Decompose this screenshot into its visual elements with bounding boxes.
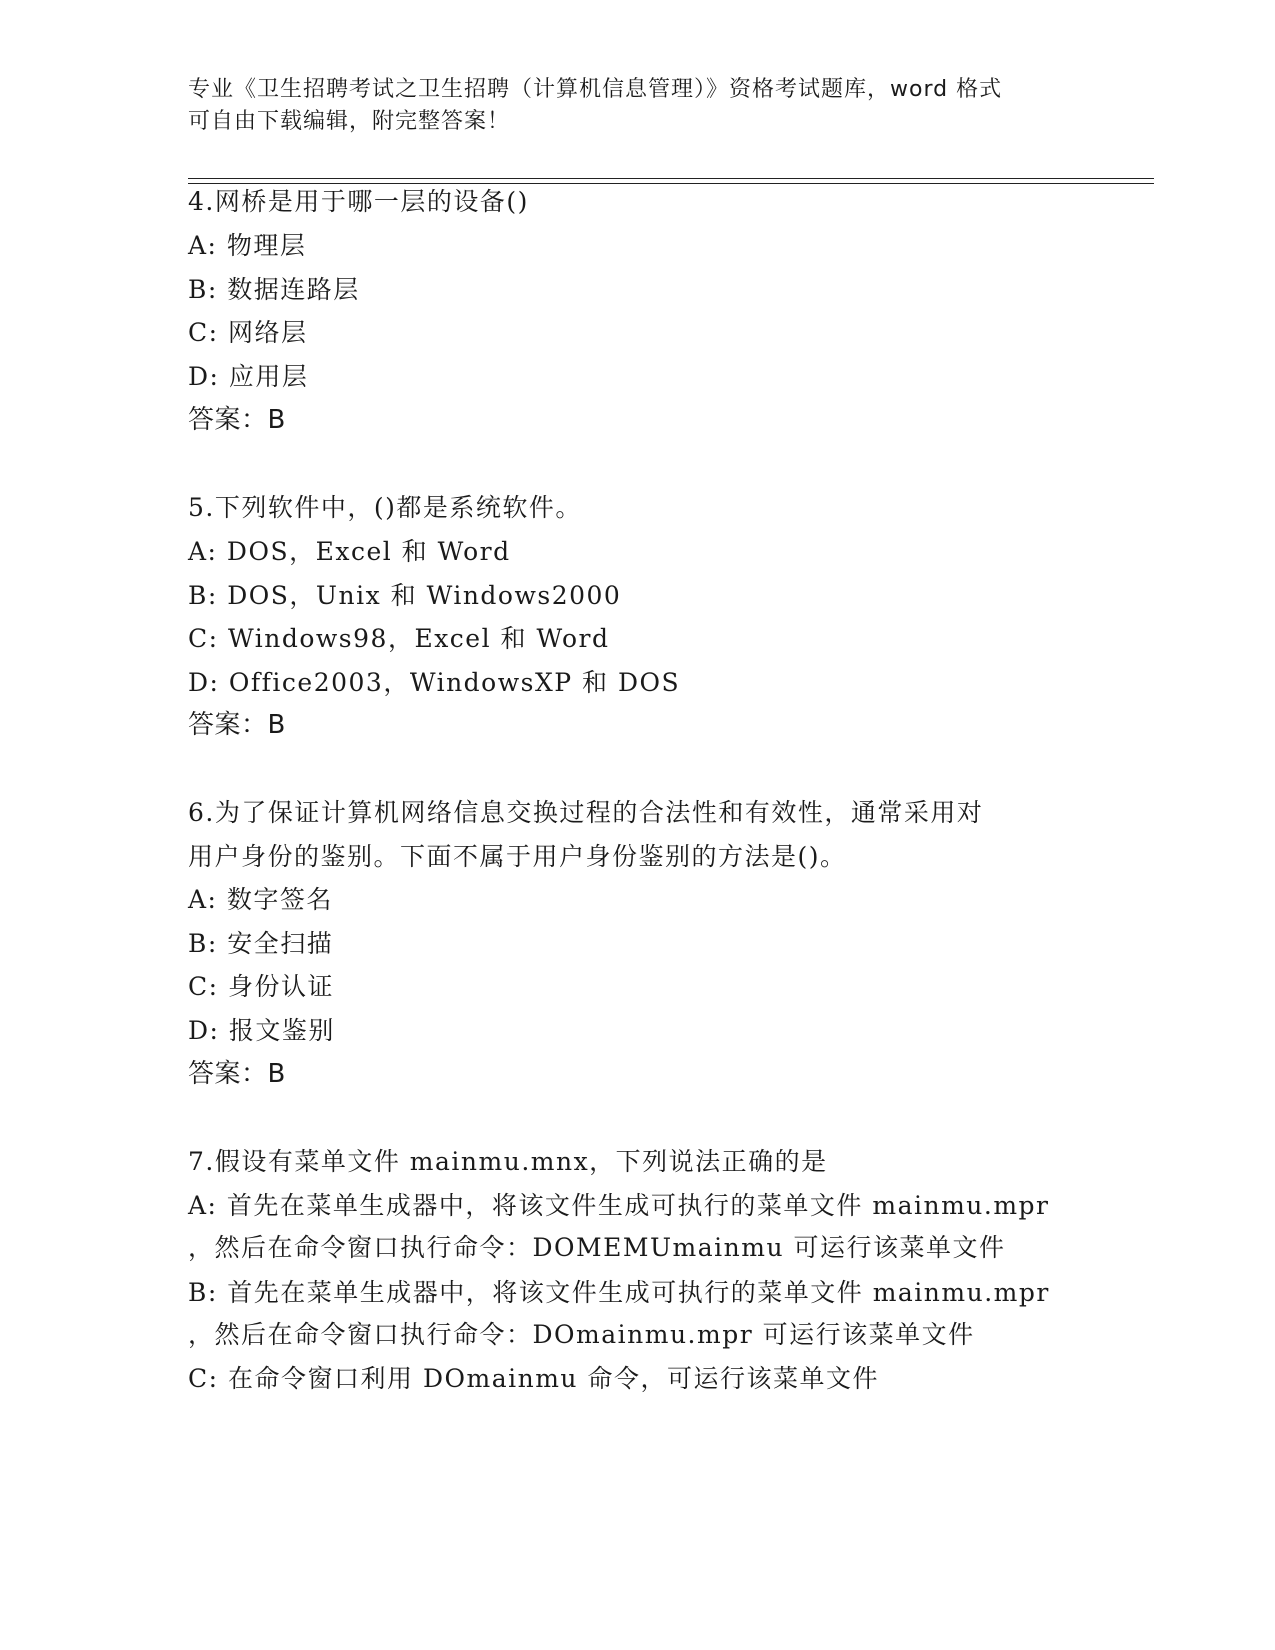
question-7-option-c: C: 在命令窗口利用 DOmainmu 命令，可运行该菜单文件 [188, 1364, 879, 1393]
question-4-option-a: A: 物理层 [188, 231, 307, 260]
question-4-option-c: C: 网络层 [188, 318, 308, 347]
question-4-option-b: B: 数据连路层 [188, 275, 360, 304]
question-7-option-b-line-2: ，然后在命令窗口执行命令：DOmainmu.mpr 可运行该菜单文件 [188, 1320, 975, 1349]
question-5-option-b: B: DOS，Unix 和 Windows2000 [188, 581, 622, 610]
question-6-option-c: C: 身份认证 [188, 972, 334, 1001]
question-7-option-b-line-1: B: 首先在菜单生成器中，将该文件生成可执行的菜单文件 mainmu.mpr [188, 1278, 1050, 1307]
question-4-option-d: D: 应用层 [188, 362, 309, 391]
question-6-option-d: D: 报文鉴别 [188, 1016, 335, 1045]
question-6-option-a: A: 数字签名 [188, 885, 333, 914]
question-6-option-b: B: 安全扫描 [188, 929, 334, 958]
header-divider-bottom [188, 183, 1154, 184]
document-header [188, 74, 1088, 138]
question-5-option-d: D: Office2003，WindowsXP 和 DOS [188, 668, 681, 697]
question-6-answer: 答案：B [188, 1059, 286, 1089]
header-line-2: 可自由下载编辑，附完整答案！ [188, 109, 511, 134]
question-4-stem: 4.网桥是用于哪一层的设备() [188, 187, 529, 216]
question-7-option-a-line-2: ，然后在命令窗口执行命令：DOMEMUmainmu 可运行该菜单文件 [188, 1233, 1006, 1262]
question-6-stem-line-1: 6.为了保证计算机网络信息交换过程的合法性和有效性，通常采用对 [188, 798, 984, 827]
question-7-option-a-line-1: A: 首先在菜单生成器中，将该文件生成可执行的菜单文件 mainmu.mpr [188, 1191, 1050, 1220]
header-divider-top [188, 178, 1154, 179]
header-line-1: 专业《卫生招聘考试之卫生招聘（计算机信息管理）》资格考试题库，word 格式 [188, 77, 1003, 102]
question-6-stem-line-2: 用户身份的鉴别。下面不属于用户身份鉴别的方法是()。 [188, 842, 847, 871]
question-4-answer: 答案：B [188, 405, 286, 435]
question-5-option-c: C: Windows98，Excel 和 Word [188, 624, 610, 653]
question-5-answer: 答案：B [188, 710, 286, 740]
question-5-stem: 5.下列软件中，()都是系统软件。 [188, 493, 582, 522]
question-7-stem: 7.假设有菜单文件 mainmu.mnx，下列说法正确的是 [188, 1147, 828, 1176]
question-5-option-a: A: DOS，Excel 和 Word [188, 537, 511, 566]
